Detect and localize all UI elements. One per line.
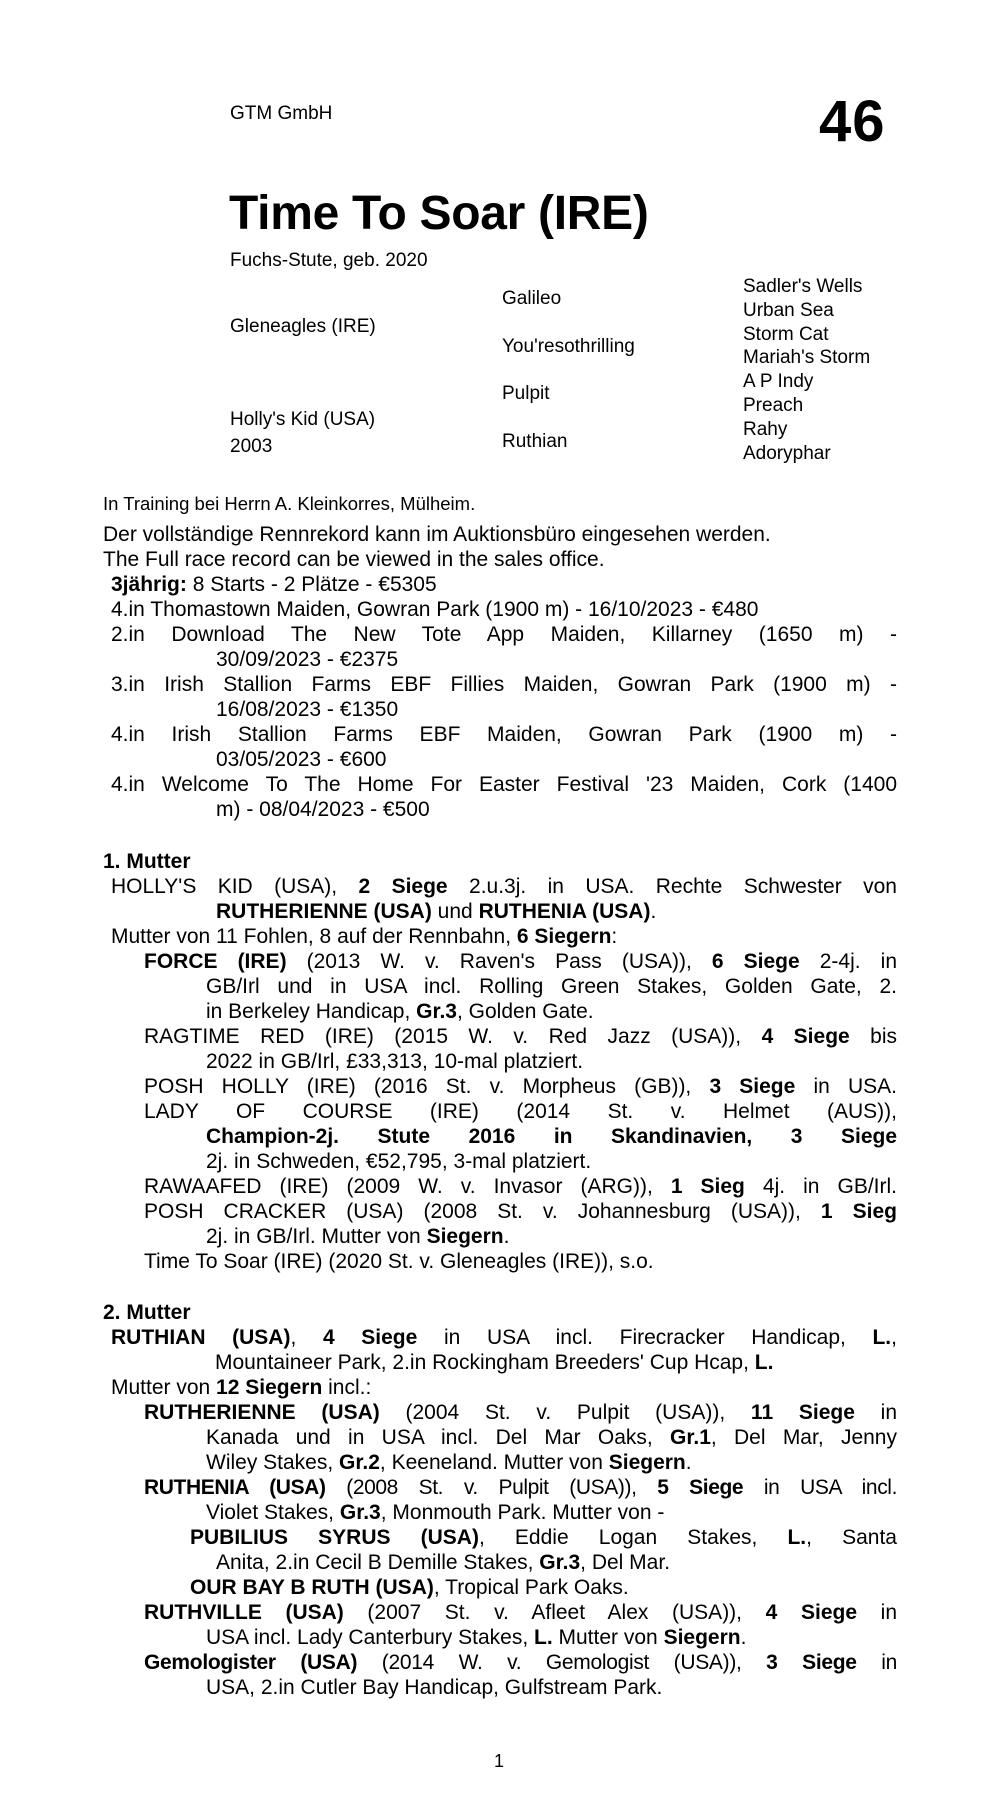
bold-text: 1 Sieg xyxy=(670,1175,745,1198)
text: 2j. in GB/Irl. Mutter von xyxy=(206,1225,427,1248)
bold-text: 4 Siege xyxy=(761,1025,850,1048)
text: Mutter von xyxy=(552,1626,664,1649)
bold-text: Gemologister (USA) xyxy=(144,1651,358,1674)
pedigree-great-grandparent: Adoryphar xyxy=(743,442,831,464)
offspring-entry xyxy=(144,1024,897,1049)
dam-line xyxy=(111,924,617,949)
race-entry-continued: 03/05/2023 - €600 xyxy=(216,748,387,771)
text: , Del Mar, Jenny xyxy=(710,1426,897,1449)
bold-text: L. xyxy=(872,1326,892,1349)
text: . xyxy=(740,1626,747,1649)
text: Mutter von xyxy=(111,1376,217,1399)
company-name: GTM GmbH xyxy=(230,103,333,124)
pedigree-great-grandparent: Urban Sea xyxy=(743,299,834,321)
horse-name: Time To Soar (IRE) xyxy=(229,187,649,240)
race-entry: 4.in Irish Stallion Farms EBF Maiden, Gowran Park (1900 m) - xyxy=(111,723,897,746)
pedigree-great-grandparent: Rahy xyxy=(743,418,788,440)
race-summary-label: 3jährig: xyxy=(111,573,187,596)
text: . xyxy=(685,1451,692,1474)
text: (2008 St. v. Pulpit (USA)), xyxy=(325,1476,658,1499)
offspring-entry-continued xyxy=(206,1450,692,1475)
bold-text: 6 Siegern xyxy=(516,925,612,948)
text: (2014 W. v. Gemologist (USA)), xyxy=(357,1651,767,1674)
bold-text: Siegern xyxy=(608,1451,686,1474)
pedigree-sire: Gleneagles (IRE) xyxy=(230,316,376,337)
text: Violet Stakes, xyxy=(206,1501,340,1524)
pedigree-great-grandparent: Storm Cat xyxy=(743,323,829,345)
race-entry: 4.in Thomastown Maiden, Gowran Park (1900 m) - 16/10/2023 - €480 xyxy=(111,598,759,621)
pedigree-great-grandparent: Mariah's Storm xyxy=(743,347,871,369)
offspring-entry-continued: USA, 2.in Cutler Bay Handicap, Gulfstream Park. xyxy=(206,1676,663,1699)
text: in USA. xyxy=(795,1075,897,1098)
offspring-entry-continued: GB/Irl und in USA incl. Rolling Green Stakes, Golden Gate, 2. xyxy=(206,975,897,998)
text: 2-4j. in xyxy=(799,950,897,973)
text: in Berkeley Handicap, xyxy=(206,1000,417,1023)
pedigree-dam-year: 2003 xyxy=(230,436,273,457)
text: , Keeneland. Mutter von xyxy=(379,1451,609,1474)
bold-text: Gr.3 xyxy=(539,1551,581,1574)
race-summary-text: 8 Starts - 2 Plätze - €5305 xyxy=(186,573,437,596)
text: POSH CRACKER (USA) (2008 St. v. Johannesburg (USA)), xyxy=(144,1200,821,1223)
offspring-entry-continued xyxy=(206,1625,746,1650)
race-entry: 3.in Irish Stallion Farms EBF Fillies Maiden, Gowran Park (1900 m) - xyxy=(111,673,897,696)
text: 4j. in GB/Irl. xyxy=(744,1175,898,1198)
grand-offspring-entry xyxy=(190,1575,629,1600)
text: Wiley Stakes, xyxy=(206,1451,340,1474)
text: Kanada und in USA incl. Del Mar Oaks, xyxy=(206,1426,671,1449)
race-entry-continued: 16/08/2023 - €1350 xyxy=(216,698,399,721)
bold-text: RUTHERIENNE (USA) xyxy=(216,900,432,923)
bold-text: 4 Siege xyxy=(765,1601,858,1624)
offspring-entry xyxy=(144,1400,897,1425)
bold-text: 3 Siege xyxy=(766,1651,857,1674)
bold-text: 1 Sieg xyxy=(820,1200,897,1223)
text: , xyxy=(891,1326,897,1349)
text: (2013 W. v. Raven's Pass (USA)), xyxy=(286,950,712,973)
pedigree-great-grandparents xyxy=(743,275,870,465)
offspring-entry-continued xyxy=(206,999,594,1024)
bold-text: 11 Siege xyxy=(750,1401,855,1424)
pedigree-grandparent: Galileo xyxy=(502,288,562,309)
bold-text: PUBILIUS SYRUS (USA) xyxy=(190,1526,479,1549)
text: . xyxy=(503,1225,510,1248)
offspring-entry xyxy=(144,1199,897,1224)
grand-offspring-entry xyxy=(190,1525,897,1550)
text: RAWAAFED (IRE) (2009 W. v. Invasor (ARG)), xyxy=(144,1175,671,1198)
pedigree-grandparent: Ruthian xyxy=(502,431,568,452)
race-record-note-de: Der vollständige Rennrekord kann im Auktionsbüro eingesehen werden. xyxy=(103,523,771,546)
text: . xyxy=(650,900,657,923)
bold-text: 5 Siege xyxy=(657,1476,744,1499)
pedigree-great-grandparent: Preach xyxy=(743,394,804,416)
text: bis xyxy=(849,1025,897,1048)
pedigree-grandparent: You'resothrilling xyxy=(502,336,635,357)
bold-text: Gr.3 xyxy=(339,1501,381,1524)
offspring-entry-continued xyxy=(206,1425,897,1450)
bold-text: RUTHENIA (USA) xyxy=(478,900,651,923)
dam-line xyxy=(111,1375,371,1400)
bold-text: 4 Siege xyxy=(322,1326,418,1349)
offspring-entry-continued xyxy=(206,1224,509,1249)
text: , Monmouth Park. Mutter von - xyxy=(380,1501,665,1524)
bold-text: L. xyxy=(534,1626,553,1649)
bold-text: 2 Siege xyxy=(358,875,448,898)
text: in xyxy=(857,1601,897,1624)
text: 2.u.3j. in USA. Rechte Schwester von xyxy=(447,875,897,898)
bold-text: 12 Siegern xyxy=(216,1376,323,1399)
text: HOLLY'S KID (USA), xyxy=(111,875,359,898)
text: in USA incl. Firecracker Handicap, xyxy=(417,1326,873,1349)
text: in xyxy=(854,1401,897,1424)
text: und xyxy=(431,900,479,923)
text: incl.: xyxy=(322,1376,372,1399)
bold-text: 6 Siege xyxy=(711,950,800,973)
race-entry-continued: 30/09/2023 - €2375 xyxy=(216,648,399,671)
pedigree-great-grandparent: Sadler's Wells xyxy=(743,276,863,297)
dam-line xyxy=(216,899,656,924)
bold-text: Gr.2 xyxy=(339,1451,380,1474)
text: in xyxy=(856,1651,898,1674)
text: , xyxy=(290,1326,323,1349)
pedigree-great-grandparent: A P Indy xyxy=(743,371,814,393)
pedigree-dam: Holly's Kid (USA) xyxy=(230,409,376,430)
offspring-entry xyxy=(144,1600,897,1625)
dam-line-continued xyxy=(215,1350,773,1375)
bold-text: Siegern xyxy=(663,1626,741,1649)
text: , Santa xyxy=(806,1526,897,1549)
text: Mutter von 11 Fohlen, 8 auf der Rennbahn, xyxy=(111,925,517,948)
offspring-entry xyxy=(144,1650,897,1675)
offspring-entry-continued: 2022 in GB/Irl, £33,313, 10-mal platziert. xyxy=(206,1050,584,1073)
horse-description: Fuchs-Stute, geb. 2020 xyxy=(230,250,428,271)
text: , Golden Gate. xyxy=(457,1000,594,1023)
bold-text: 3 Siege xyxy=(709,1075,796,1098)
offspring-entry xyxy=(144,1174,897,1199)
offspring-entry: LADY OF COURSE (IRE) (2014 St. v. Helmet (AUS)), xyxy=(144,1100,897,1123)
race-record-note-en: The Full race record can be viewed in the sales office. xyxy=(103,548,605,571)
race-entry-continued: m) - 08/04/2023 - €500 xyxy=(216,798,430,821)
offspring-entry-continued: 2j. in Schweden, €52,795, 3-mal platziert. xyxy=(206,1150,592,1173)
bold-text: Gr.3 xyxy=(416,1000,457,1023)
offspring-entry xyxy=(144,949,897,974)
page-number: 1 xyxy=(494,1751,505,1771)
text: , Tropical Park Oaks. xyxy=(433,1576,629,1599)
section-heading: 1. Mutter xyxy=(103,850,191,873)
section-heading: 2. Mutter xyxy=(103,1301,191,1324)
text: (2007 St. v. Afleet Alex (USA)), xyxy=(343,1601,766,1624)
text: USA incl. Lady Canterbury Stakes, xyxy=(206,1626,534,1649)
bold-text: L. xyxy=(787,1526,807,1549)
offspring-entry: Time To Soar (IRE) (2020 St. v. Gleneagles (IRE)), s.o. xyxy=(144,1250,654,1273)
text: : xyxy=(611,925,618,948)
bold-text: RUTHENIA (USA) xyxy=(144,1476,326,1499)
bold-text: Siegern xyxy=(426,1225,504,1248)
text: , Eddie Logan Stakes, xyxy=(478,1526,788,1549)
lot-number: 46 xyxy=(819,89,886,154)
pedigree-grandparent: Pulpit xyxy=(502,383,550,404)
dam-line xyxy=(111,1325,897,1350)
bold-text: FORCE (IRE) xyxy=(144,950,287,973)
race-entry: 4.in Welcome To The Home For Easter Festival '23 Maiden, Cork (1400 xyxy=(111,773,897,796)
text: RAGTIME RED (IRE) (2015 W. v. Red Jazz (USA)), xyxy=(144,1025,762,1048)
text: (2004 St. v. Pulpit (USA)), xyxy=(379,1401,751,1424)
bold-text: L. xyxy=(754,1351,774,1374)
text: Mountaineer Park, 2.in Rockingham Breeders' Cup Hcap, xyxy=(215,1351,755,1374)
bold-text: RUTHVILLE (USA) xyxy=(144,1601,344,1624)
offspring-entry xyxy=(144,1074,897,1099)
grand-offspring-entry-continued xyxy=(216,1550,670,1575)
text: Anita, 2.in Cecil B Demille Stakes, xyxy=(216,1551,540,1574)
offspring-entry-continued xyxy=(206,1500,664,1525)
offspring-entry-continued: Champion-2j. Stute 2016 in Skandinavien, 3 Siege xyxy=(206,1125,897,1148)
text: , Del Mar. xyxy=(580,1551,671,1574)
race-summary xyxy=(111,572,437,597)
bold-text: RUTHIAN (USA) xyxy=(111,1326,291,1349)
bold-text: RUTHERIENNE (USA) xyxy=(144,1401,380,1424)
text: in USA incl. xyxy=(743,1476,898,1499)
dam-line xyxy=(111,874,897,899)
text: POSH HOLLY (IRE) (2016 St. v. Morpheus (GB)), xyxy=(144,1075,710,1098)
training-info: In Training bei Herrn A. Kleinkorres, Mülheim. xyxy=(103,493,476,514)
bold-text: OUR BAY B RUTH (USA) xyxy=(190,1576,434,1599)
bold-text: Gr.1 xyxy=(670,1426,711,1449)
race-entry: 2.in Download The New Tote App Maiden, Killarney (1650 m) - xyxy=(111,623,897,646)
offspring-entry xyxy=(144,1475,897,1500)
